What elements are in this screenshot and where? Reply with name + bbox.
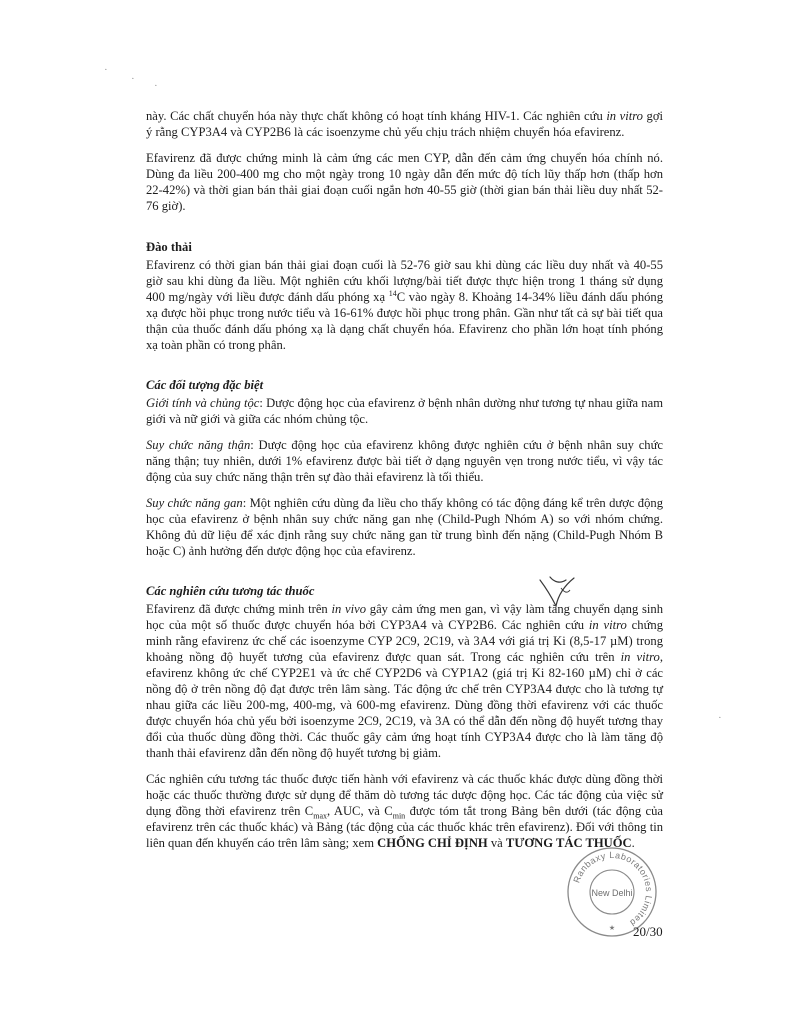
paragraph-hepatic-impairment: Suy chức năng gan: Một nghiên cứu dùng đa liều cho thấy không có tác động đáng kể trên dược động học của efavirenz ở bệnh nhân suy chức năng gan nhẹ (Child-Pugh Nhóm A) so với nhóm chứng. Không đủ dữ liệu để xác định rằng suy chức năng gan từ trung bình đến nặng (Child-Pugh Nhóm B hoặc C) ảnh hưởng đến dược động học của efavirenz. — [146, 496, 663, 558]
paragraph-gender-race: Giới tính và chủng tộc: Dược động học của efavirenz ở bệnh nhân dường như tương tự nhau giữa nam giới và nữ giới và giữa các nhóm chủng tộc. — [146, 396, 663, 426]
paragraph-elimination: Efavirenz có thời gian bán thải giai đoạn cuối là 52-76 giờ sau khi dùng các liều duy nhất và 40-55 giờ sau khi dùng đa liều. Một nghiên cứu khối lượng/bài tiết được thực hiện trong 1 tháng sử dụng 400 mg/ngày với liều được đánh dấu phóng xạ $^{14}$C vào ngày 8. Khoảng 14-34% liều đánh dấu phóng xạ được hồi phục trong nước tiểu và 16-61% được hồi phục trong phân. Gần như tất cả sự bài tiết qua thận của thuốc đánh dấu phóng xạ là dạng chất chuyển hóa. Efavirenz cho phần lớn hoạt tính phóng xạ toàn phần có trong phân. — [146, 258, 664, 352]
scan-speck: · — [131, 73, 135, 85]
document-body — [146, 108, 663, 861]
scan-speck: · — [718, 712, 722, 724]
handwritten-signature — [536, 574, 582, 610]
paragraph-renal-impairment: Suy chức năng thận: Dược động học của efavirenz không được nghiên cứu ở bệnh nhân suy chức năng thận; tuy nhiên, dưới 1% efavirenz được bài tiết ở dạng nguyên vẹn trong nước tiểu, vì vậy tác động của suy chức năng thận trên sự đào thải efavirenz là tối thiểu. — [146, 438, 663, 484]
page-number: 20/30 — [633, 924, 663, 939]
heading-elimination: Đào thải — [146, 240, 192, 254]
heading-drug-interactions: Các nghiên cứu tương tác thuốc — [146, 584, 315, 598]
scan-speck: · — [154, 80, 158, 92]
paragraph-interactions-2: Các nghiên cứu tương tác thuốc được tiến hành với efavirenz và các thuốc khác được dùng đồng thời hoặc các thuốc thường được sử dụng để thăm dò tương tác dược động học. Các tác động của việc sử dụng đồng thời efavirenz trên $C_{max}$, AUC, và $C_{min}$ được tóm tắt trong Bảng bên dưới (tác động của efavirenz trên các thuốc khác) và Bảng (tác động của các thuốc khác trên efavirenz). Đối với thông tin liên quan đến khuyến cáo trên lâm sàng; xem CHỐNG CHỈ ĐỊNH và TƯƠNG TÁC THUỐC. — [146, 772, 664, 850]
stamp-star-icon: ★ — [608, 924, 616, 932]
stamp-ring-text: Ranbaxy Laboratories Limited — [571, 849, 655, 929]
paragraph-metabolites: này. Các chất chuyển hóa này thực chất không có hoạt tính kháng HIV-1. Các nghiên cứu in vitro gợi ý rằng CYP3A4 và CYP2B6 là các isoenzyme chủ yếu chịu trách nhiệm chuyển hóa efavirenz. — [146, 109, 663, 139]
heading-special-populations: Các đối tượng đặc biệt — [146, 378, 264, 392]
stamp-center-text: New Delhi — [591, 888, 633, 898]
scan-speck: · — [104, 64, 108, 76]
paragraph-interactions-1: Efavirenz đã được chứng minh trên in vivo gây cảm ứng men gan, vì vậy làm tăng chuyển dạng sinh học của một số thuốc được chuyển hóa bởi CYP3A4 và CYP2B6. Các nghiên cứu in vitro chứng minh rằng efavirenz ức chế các isoenzyme CYP 2C9, 2C19, và 3A4 với giá trị Ki (8,5-17 µM) trong khoảng nồng độ huyết tương của efavirenz được quan sát. Trong các nghiên cứu trên in vitro, efavirenz không ức chế CYP2E1 và ức chế CYP2D6 và CYP1A2 (giá trị Ki 82-160 µM) chỉ ở các nồng độ ở trên nồng độ đạt được trên lâm sàng. Tác động ức chế trên CYP3A4 được cho là tương tự nhau giữa các liều 200-mg, 400-mg, và 600-mg efavirenz. Dùng đồng thời efavirenz với các thuốc được chuyển hóa chủ yếu bởi isoenzyme 2C9, 2C19, và 3A có thể dẫn đến nồng độ huyết tương thay đổi của thuốc dùng đồng thời. Các thuốc gây cảm ứng hoạt tính CYP3A4 được cho là làm tăng độ thanh thải efavirenz dẫn đến nồng độ huyết tương bị giảm. — [146, 602, 664, 760]
paragraph-induction: Efavirenz đã được chứng minh là cảm ứng các men CYP, dẫn đến cảm ứng chuyển hóa chính nó. Dùng đa liều 200-400 mg cho một ngày trong 10 ngày dẫn đến mức độ tích lũy thấp hơn (thấp hơn 22-42%) và thời gian bán thải giai đoạn cuối ngắn hơn 40-55 giờ (thời gian bán thải liều duy nhất 52-76 giờ). — [146, 151, 663, 213]
